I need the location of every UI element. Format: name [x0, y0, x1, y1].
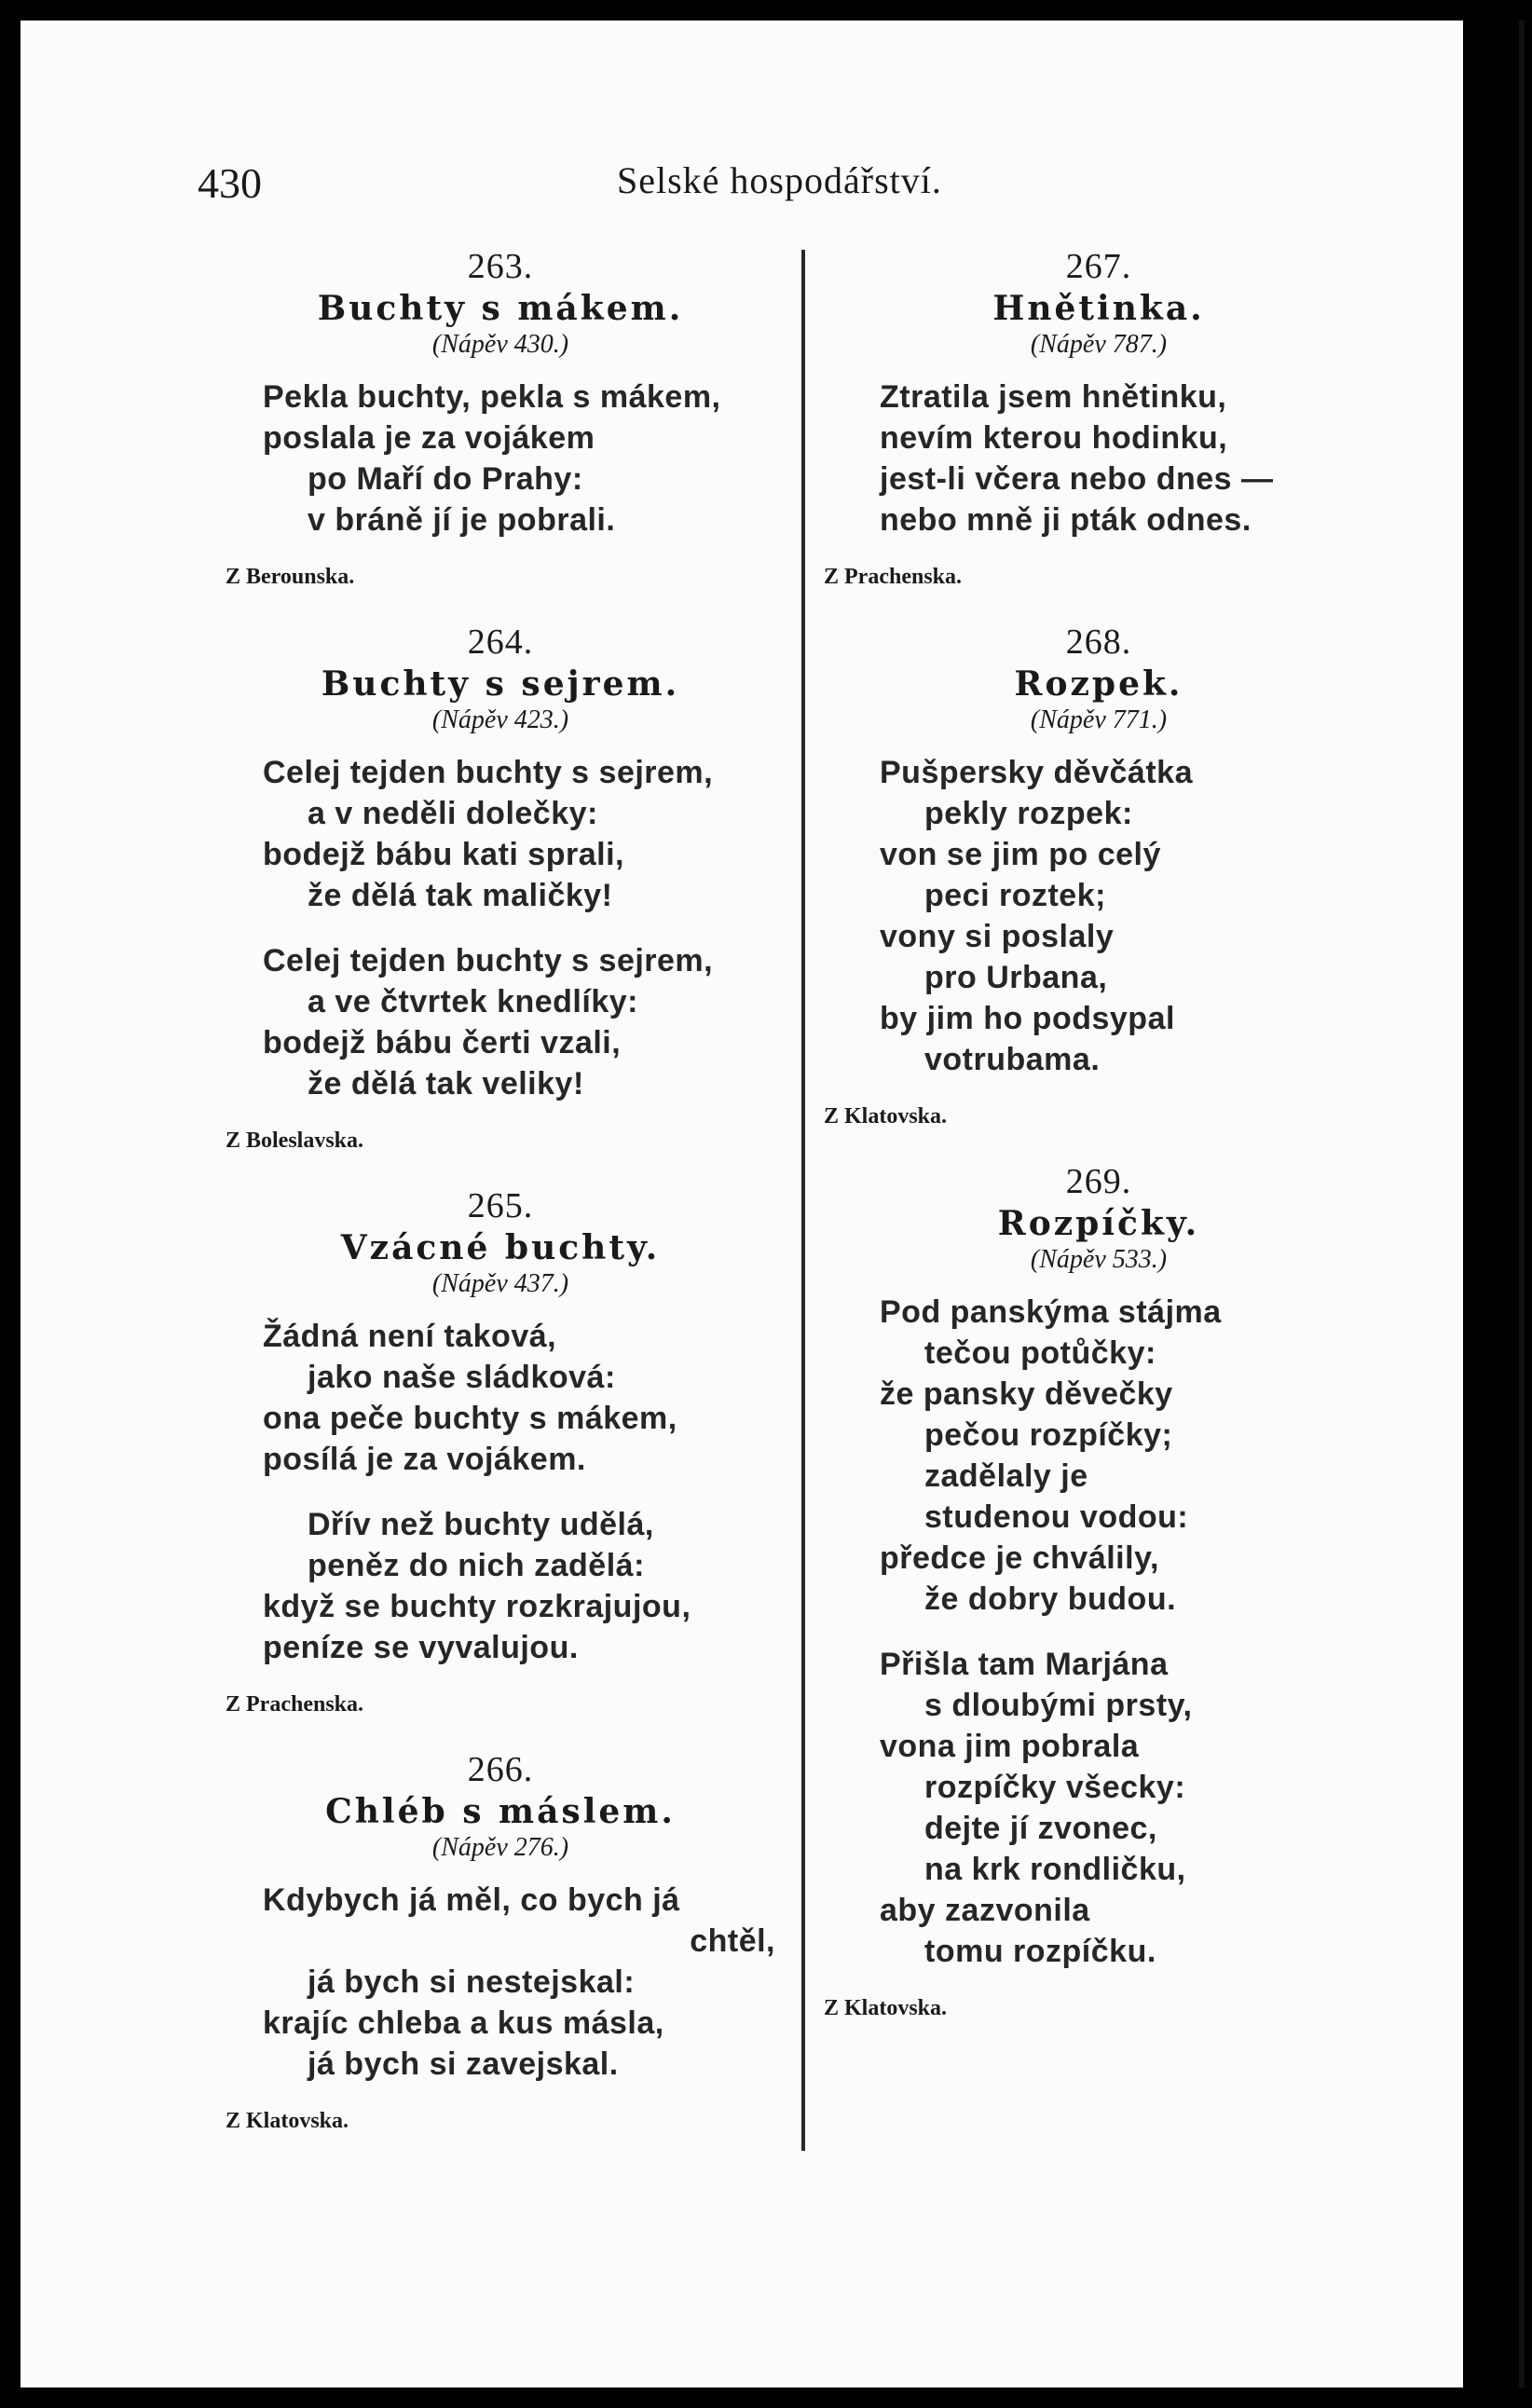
verse-line: dejte jí zvonec,: [924, 1811, 1157, 1846]
song-number: 268.: [1065, 623, 1132, 662]
song-entry: [207, 1749, 794, 2134]
stanza: [207, 752, 794, 916]
stanza: [207, 940, 794, 1104]
book-page: [21, 21, 1463, 2387]
song-entry: [207, 246, 794, 590]
verse-line: peci roztek;: [924, 878, 1106, 913]
song-region: Z Prachenska.: [824, 565, 963, 589]
verse-line: že dobry budou.: [924, 1581, 1177, 1617]
stanza: [207, 1504, 794, 1668]
verse-line: jest-li včera nebo dnes —: [880, 461, 1274, 497]
verse-line: jako naše sládková:: [308, 1360, 616, 1395]
verse-line: že pansky děvečky: [880, 1376, 1173, 1412]
song-entry: [824, 622, 1374, 1129]
stanza: [207, 1880, 794, 2085]
verse-line: peníze se vyvalujou.: [263, 1630, 579, 1665]
song-number: 267.: [1065, 247, 1132, 286]
verse-line: Pekla buchty, pekla s mákem,: [263, 379, 721, 415]
song-melody: (Nápěv 533.): [1030, 1245, 1168, 1274]
verse-line: na krk rondličku,: [924, 1852, 1186, 1887]
page-header: [21, 142, 1463, 216]
song-region: Z Klatovska.: [824, 1104, 948, 1129]
running-head: Selské hospodářství.: [617, 159, 942, 201]
song-title: Vzácné buchty.: [340, 1228, 661, 1267]
song-entry: [207, 1185, 794, 1717]
stanza: [207, 1316, 794, 1480]
verse-line: vony si poslaly: [880, 919, 1115, 954]
verse-line: Žádná není taková,: [263, 1319, 557, 1354]
left-column: [207, 240, 794, 2166]
song-region: Z Klatovska.: [824, 1996, 948, 2020]
stanza: [824, 752, 1374, 1080]
verse-line: krajíc chleba a kus másla,: [263, 2005, 664, 2041]
verse-line: aby zazvonila: [880, 1893, 1090, 1928]
verse-line: Ztratila jsem hnětinku,: [880, 379, 1227, 415]
verse-line: předce je chválily,: [880, 1540, 1159, 1576]
verse-line: von se jim po celý: [880, 837, 1161, 872]
verse-line: chtěl,: [690, 1923, 775, 1959]
stanza: [824, 376, 1374, 540]
verse-line: já bych si zavejskal.: [308, 2046, 619, 2082]
song-entry: [207, 622, 794, 1154]
verse-line: pro Urbana,: [924, 960, 1108, 995]
verse-line: Pod panskýma stájma: [880, 1294, 1222, 1330]
verse-line: nebo mně ji pták odnes.: [880, 502, 1252, 538]
verse-line: nevím kterou hodinku,: [880, 420, 1228, 456]
stanza: [824, 1292, 1374, 1620]
page-number: 430: [198, 159, 262, 207]
verse-line: bodejž bábu čerti vzali,: [263, 1025, 622, 1060]
song-melody: (Nápěv 437.): [431, 1269, 569, 1298]
verse-line: rozpíčky všecky:: [924, 1770, 1186, 1805]
song-melody: (Nápěv 771.): [1030, 705, 1168, 734]
column-divider: [801, 250, 805, 2151]
verse-line: pečou rozpíčky;: [924, 1417, 1173, 1453]
song-title: Rozpíčky.: [997, 1204, 1200, 1243]
verse-line: peněz do nich zadělá:: [308, 1548, 645, 1583]
song-title: Buchty s mákem.: [317, 289, 684, 328]
verse-line: Přišla tam Marjána: [880, 1647, 1169, 1682]
verse-line: votrubama.: [924, 1042, 1101, 1077]
song-region: Z Prachenska.: [226, 1692, 364, 1717]
verse-line: Celej tejden buchty s sejrem,: [263, 943, 714, 978]
verse-line: Dřív než buchty udělá,: [308, 1507, 654, 1542]
song-title: Hnětinka.: [992, 289, 1205, 328]
right-column: [824, 240, 1374, 2053]
song-title: Chléb s máslem.: [325, 1792, 676, 1831]
song-number: 264.: [467, 623, 534, 662]
verse-line: já bych si nestejskal:: [308, 1964, 636, 2000]
verse-line: s dloubými prsty,: [924, 1688, 1193, 1723]
verse-line: v bráně jí je pobrali.: [308, 502, 616, 538]
verse-line: a v neděli dolečky:: [308, 796, 598, 831]
song-number: 263.: [467, 247, 534, 286]
verse-line: po Maří do Prahy:: [308, 461, 583, 497]
verse-line: tomu rozpíčku.: [924, 1934, 1156, 1969]
verse-line: vona jim pobrala: [880, 1729, 1140, 1764]
song-melody: (Nápěv 276.): [431, 1833, 569, 1862]
song-entry: [824, 246, 1374, 590]
verse-line: když se buchty rozkrajujou,: [263, 1589, 691, 1624]
verse-line: Pušpersky děvčátka: [880, 755, 1193, 790]
verse-line: posílá je za vojákem.: [263, 1442, 586, 1477]
song-entry: [824, 1161, 1374, 2021]
song-title: Rozpek.: [1014, 664, 1183, 704]
song-number: 266.: [467, 1750, 534, 1789]
song-melody: (Nápěv 423.): [431, 705, 569, 734]
song-region: Z Berounska.: [226, 565, 355, 589]
verse-line: poslala je za vojákem: [263, 420, 595, 456]
verse-line: pekly rozpek:: [924, 796, 1133, 831]
song-region: Z Klatovska.: [226, 2109, 349, 2133]
verse-line: bodejž bábu kati sprali,: [263, 837, 624, 872]
song-melody: (Nápěv 787.): [1030, 330, 1168, 359]
verse-line: že dělá tak veliky!: [308, 1066, 584, 1101]
song-melody: (Nápěv 430.): [431, 330, 569, 359]
verse-line: by jim ho podsypal: [880, 1001, 1175, 1036]
verse-line: a ve čtvrtek knedlíky:: [308, 984, 638, 1019]
stanza: [207, 376, 794, 540]
verse-line: ona peče buchty s mákem,: [263, 1401, 677, 1436]
verse-line: Celej tejden buchty s sejrem,: [263, 755, 714, 790]
verse-line: studenou vodou:: [924, 1499, 1189, 1535]
song-region: Z Boleslavska.: [226, 1129, 364, 1153]
verse-line: že dělá tak maličky!: [308, 878, 613, 913]
verse-line: Kdybych já měl, co bych já: [263, 1882, 680, 1918]
song-number: 265.: [467, 1186, 534, 1225]
stanza: [824, 1644, 1374, 1972]
verse-line: zadělaly je: [924, 1458, 1088, 1494]
song-title: Buchty s sejrem.: [321, 664, 680, 704]
song-number: 269.: [1065, 1162, 1132, 1201]
verse-line: tečou potůčky:: [924, 1335, 1156, 1371]
page-edge: [1519, 21, 1525, 2387]
